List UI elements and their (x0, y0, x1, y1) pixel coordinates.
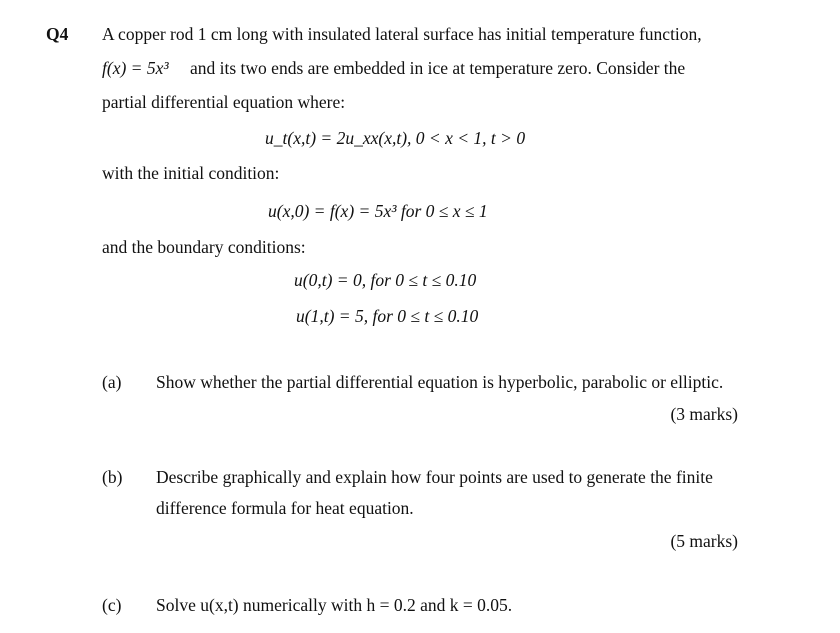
part-c-text: Solve u(x,t) numerically with h = 0.2 and k = 0.05. (156, 595, 513, 615)
part-b-text-line-1: Describe graphically and explain how four points are used to generate the finite (156, 467, 713, 487)
boundary-condition-2: u(1,t) = 5, for 0 ≤ t ≤ 0.10 (296, 306, 479, 326)
intro-line-3: partial differential equation where: (102, 92, 346, 112)
part-a-label: (a) (102, 372, 122, 392)
part-b-marks: (5 marks) (670, 531, 738, 551)
boundary-condition-1: u(0,t) = 0, for 0 ≤ t ≤ 0.10 (294, 270, 477, 290)
part-b-label: (b) (102, 467, 123, 487)
part-a-marks: (3 marks) (670, 404, 738, 424)
boundary-conditions-label: and the boundary conditions: (102, 237, 306, 257)
initial-condition-label: with the initial condition: (102, 163, 280, 183)
intro-line-1: A copper rod 1 cm long with insulated lateral surface has initial temperature function, (102, 24, 702, 44)
intro-line-2: and its two ends are embedded in ice at temperature zero. Consider the (190, 58, 686, 78)
part-b-text-line-2: difference formula for heat equation. (156, 498, 414, 518)
question-number: Q4 (46, 24, 69, 44)
part-c-label: (c) (102, 595, 122, 615)
part-a-text: Show whether the partial differential equation is hyperbolic, parabolic or elliptic. (156, 372, 724, 392)
pde-equation: u_t(x,t) = 2u_xx(x,t), 0 < x < 1, t > 0 (265, 128, 526, 148)
initial-condition-equation: u(x,0) = f(x) = 5x³ for 0 ≤ x ≤ 1 (268, 201, 488, 221)
initial-temperature-function: f(x) = 5x³ (102, 58, 169, 78)
